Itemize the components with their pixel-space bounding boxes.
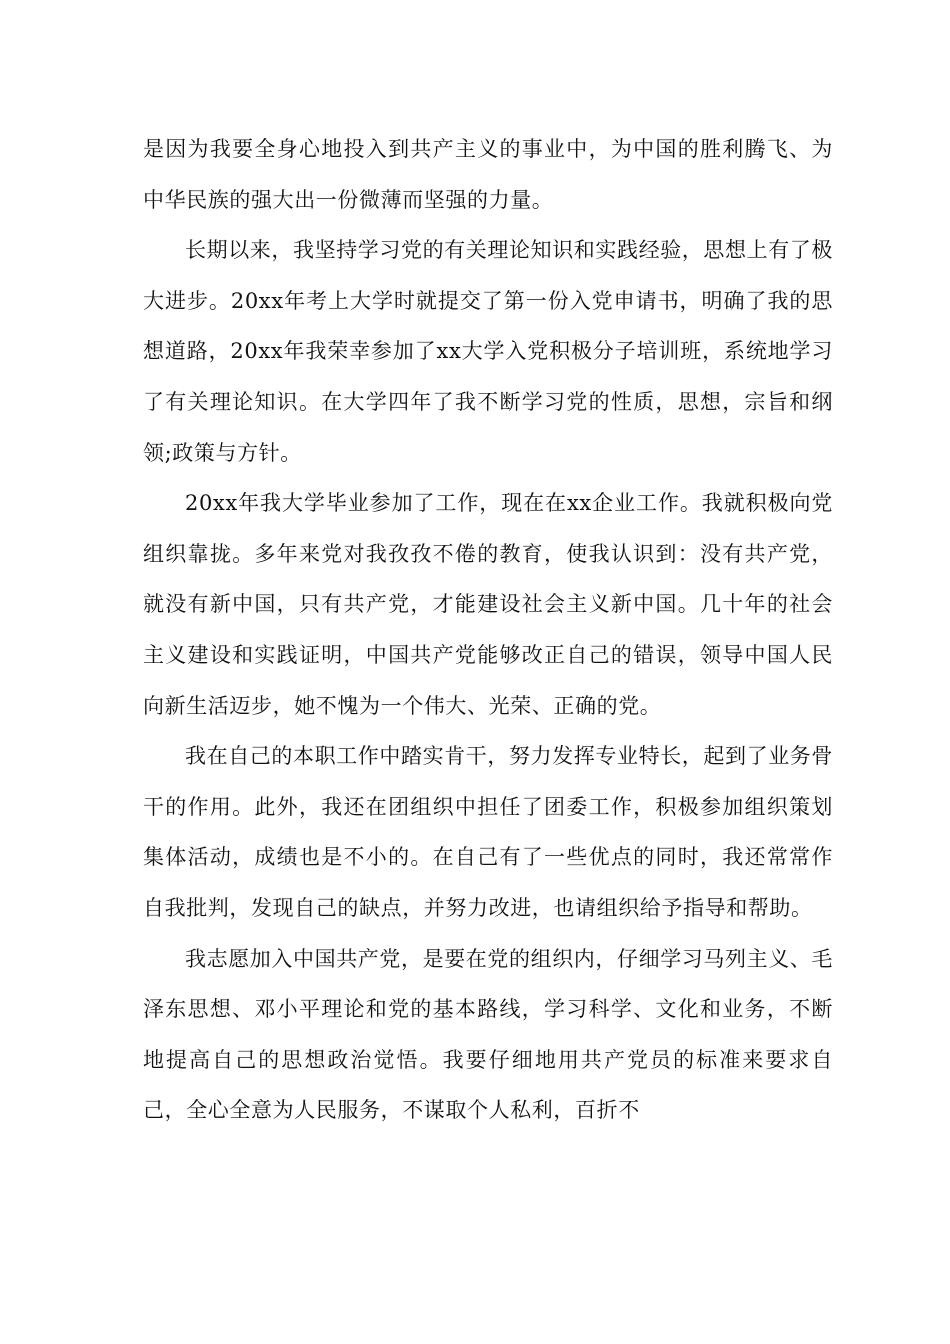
paragraph-5: 我志愿加入中国共产党，是要在党的组织内，仔细学习马列主义、毛泽东思想、邓小平理论和党的基本路线，学习科学、文化和业务，不断地提高自己的思想政治觉悟。我要仔细地用共产党员的标准来要求自己，全心全意为人民服务，不谋取个人私利，百折不 [143, 946, 833, 1123]
paragraph-3: 20xx年我大学毕业参加了工作，现在在xx企业工作。我就积极向党组织靠拢。多年来党对我孜孜不倦的教育，使我认识到：没有共产党，就没有新中国，只有共产党，才能建设社会主义新中国。几十年的社会主义建设和实践证明，中国共产党能够改正自己的错误，领导中国人民向新生活迈步，她不愧为一个伟大、光荣、正确的党。 [143, 491, 833, 718]
paragraph-4: 我在自己的本职工作中踏实肯干，努力发挥专业特长，起到了业务骨干的作用。此外，我还在团组织中担任了团委工作，积极参加组织策划集体活动，成绩也是不小的。在自己有了一些优点的同时，我还常常作自我批判，发现自己的缺点，并努力改进，也请组织给予指导和帮助。 [143, 744, 833, 920]
paragraph-2: 长期以来，我坚持学习党的有关理论知识和实践经验，思想上有了极大进步。20xx年考上大学时就提交了第一份入党申请书，明确了我的思想道路，20xx年我荣幸参加了xx大学入党积极分子培训班，系统地学习了有关理论知识。在大学四年了我不断学习党的性质，思想，宗旨和纲领;政策与方针。 [143, 238, 833, 465]
document-body [143, 124, 833, 1136]
paragraph-1: 是因为我要全身心地投入到共产主义的事业中，为中国的胜利腾飞、为中华民族的强大出一份微薄而坚强的力量。 [143, 137, 833, 212]
